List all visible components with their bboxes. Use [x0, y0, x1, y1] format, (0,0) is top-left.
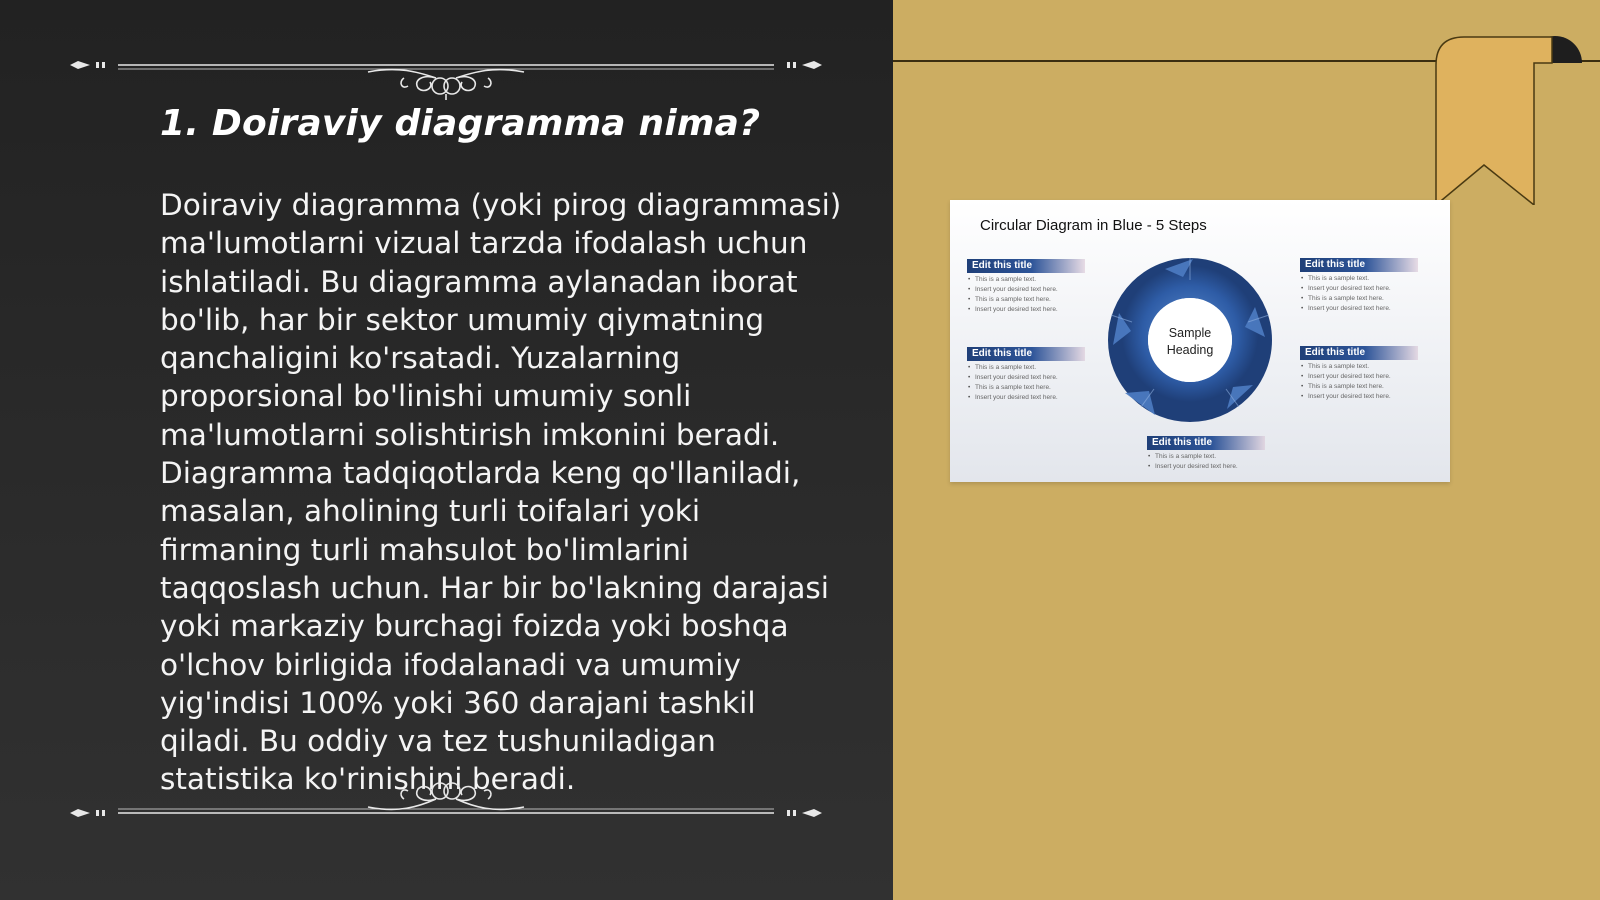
bookmark-ribbon-icon [1434, 35, 1584, 205]
box-title: Edit this title [1300, 258, 1418, 272]
diagram-box-top-right [1300, 258, 1418, 314]
diagram-center-label [1145, 325, 1235, 359]
box-item: • Insert your desired text here. [967, 305, 1085, 315]
diagram-title: Circular Diagram in Blue - 5 Steps [980, 217, 1207, 234]
box-item: • Insert your desired text here. [1300, 392, 1418, 402]
box-title: Edit this title [967, 347, 1085, 361]
diagram-box-top-left [967, 259, 1085, 315]
circular-diagram-image [950, 200, 1450, 482]
box-item: • Insert your desired text here. [1300, 372, 1418, 382]
slide-title: 1. Doiraviy diagramma nima? [160, 103, 761, 144]
slide-body-text: Doiraviy diagramma (yoki pirog diagrammasi) ma'lumotlarni vizual tarzda ifodalash uchun ishlatiladi. Bu diagramma aylanadan iborat bo'lib, har bir sektor umumiy qiymatning qanchaligini ko'rsatadi. Yuzalarning proporsional bo'linishi umumiy sonli ma'lumotlarni solishtirish imkonini beradi. Diagramma tadqiqotlarda keng qo'llaniladi, masalan, aholining turli toifalari yoki firmaning turli mahsulot bo'limlarini taqqoslash uchun. Har bir bo'lakning darajasi yoki markaziy burchagi foizda yoki boshqa o'lchov birligida ifodalanadi va umumiy yig'indisi 100% yoki 360 darajani tashkil qiladi. Bu oddiy va tez tushuniladigan statistika ko'rinishini beradi. [160, 188, 842, 797]
box-item: • This is a sample text here. [967, 383, 1085, 393]
box-item: • This is a sample text here. [1300, 294, 1418, 304]
box-item: • Insert your desired text here. [1300, 304, 1418, 314]
box-item: • Insert your desired text here. [967, 285, 1085, 295]
box-title: Edit this title [967, 259, 1085, 273]
box-item: • This is a sample text. [967, 275, 1085, 285]
diagram-box-mid-left [967, 347, 1085, 403]
box-item: • This is a sample text. [967, 363, 1085, 373]
box-item: • This is a sample text here. [967, 295, 1085, 305]
box-item: • This is a sample text. [1300, 362, 1418, 372]
diagram-box-bottom [1147, 436, 1265, 472]
box-item: • This is a sample text. [1147, 452, 1265, 462]
diagram-box-mid-right [1300, 346, 1418, 402]
box-item: • Insert your desired text here. [967, 373, 1085, 383]
top-ornament-icon [68, 50, 824, 100]
box-item: • Insert your desired text here. [1147, 462, 1265, 472]
center-label-line2: Heading [1166, 343, 1214, 357]
box-item: • This is a sample text here. [1300, 382, 1418, 392]
box-item: • This is a sample text. [1300, 274, 1418, 284]
box-title: Edit this title [1147, 436, 1265, 450]
box-item: • Insert your desired text here. [967, 393, 1085, 403]
bottom-ornament-icon [68, 775, 824, 825]
box-title: Edit this title [1300, 346, 1418, 360]
center-label-line1: Sample [1168, 326, 1212, 340]
box-item: • Insert your desired text here. [1300, 284, 1418, 294]
